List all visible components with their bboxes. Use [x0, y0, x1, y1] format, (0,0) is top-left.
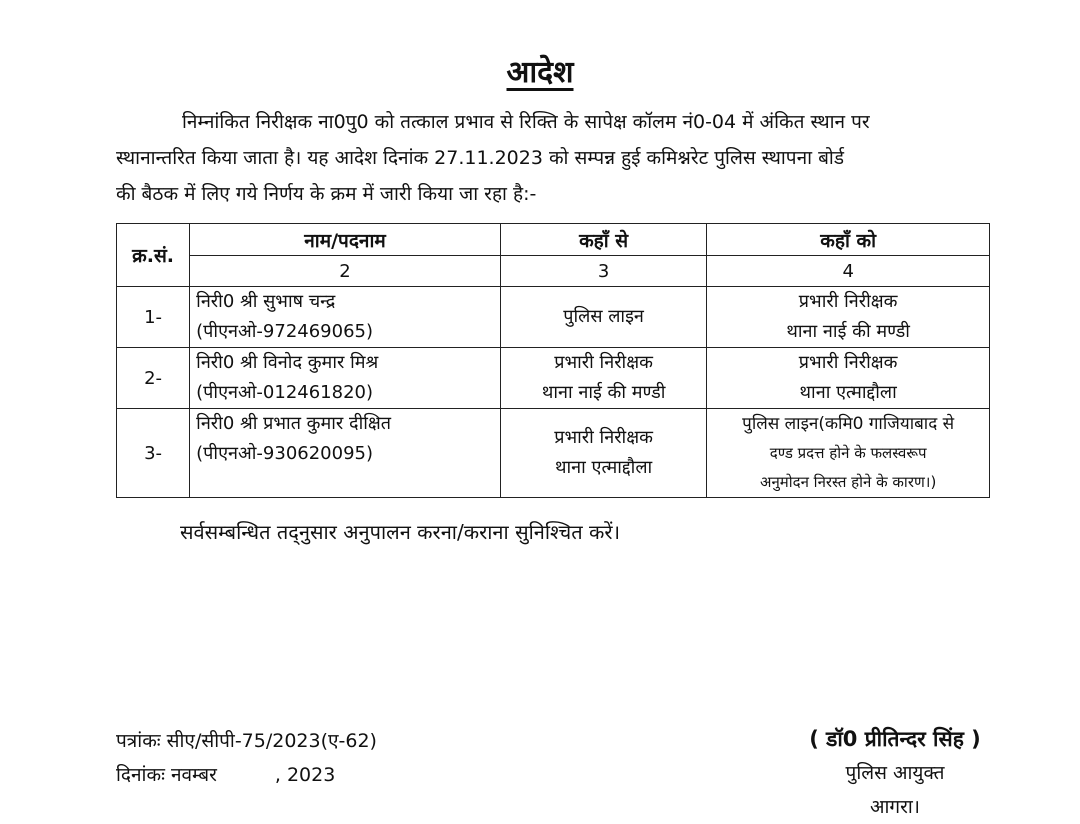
from-line: प्रभारी निरीक्षक: [554, 427, 653, 448]
row-to-cell: [707, 287, 990, 348]
row-to-cell: [707, 348, 990, 409]
to-line: अनुमोदन निरस्त होने के कारण।): [759, 472, 937, 491]
officer-name: निरी0 श्री विनोद कुमार मिश्र: [196, 352, 379, 373]
row-sn: 3-: [117, 409, 190, 498]
to-line: थाना नाई की मण्डी: [786, 321, 910, 342]
signature-block: [780, 722, 1010, 824]
closing-instruction: सर्वसम्बन्धित तद्नुसार अनुपालन करना/कराना सुनिश्चित करें।: [180, 520, 621, 544]
table-row: [117, 409, 990, 498]
col-num-from: 3: [500, 256, 706, 287]
letter-date: [116, 758, 377, 792]
row-from-cell: [500, 409, 706, 498]
table-row: [117, 287, 990, 348]
officer-pno: (पीएनओ-972469065): [196, 321, 374, 342]
officer-pno: (पीएनओ-012461820): [196, 382, 374, 403]
to-line: प्रभारी निरीक्षक: [798, 352, 898, 373]
header-to: कहाँ को: [707, 224, 990, 256]
row-to-cell: [707, 409, 990, 498]
header-name: नाम/पदनाम: [190, 224, 501, 256]
col-num-name: 2: [190, 256, 501, 287]
row-sn: 2-: [117, 348, 190, 409]
date-year: , 2023: [274, 764, 336, 786]
row-name-cell: [190, 287, 501, 348]
signatory-place: आगरा।: [869, 796, 920, 818]
intro-paragraph: [116, 104, 989, 212]
officer-name: निरी0 श्री प्रभात कुमार दीक्षित: [196, 413, 392, 434]
document-title: [0, 50, 1080, 91]
transfer-table: [116, 223, 990, 498]
signatory-name: ( डॉ0 प्रीतिन्दर सिंह ): [809, 727, 981, 751]
to-line: थाना एत्माद्दौला: [799, 382, 897, 403]
officer-name: निरी0 श्री सुभाष चन्द्र: [196, 291, 336, 312]
to-line: पुलिस लाइन(कमि0 गाजियाबाद से: [742, 413, 955, 434]
row-from-cell: [500, 348, 706, 409]
from-line: थाना एत्माद्दौला: [554, 457, 653, 478]
from-line: पुलिस लाइन: [563, 306, 644, 327]
intro-line-3: की बैठक में लिए गये निर्णय के क्रम में जारी किया जा रहा है:-: [116, 183, 537, 205]
to-line: प्रभारी निरीक्षक: [798, 291, 898, 312]
signatory-designation: पुलिस आयुक्त: [845, 762, 945, 784]
letter-number: पत्रांकः सीए/सीपी-75/2023(ए-62): [116, 730, 377, 752]
reference-block: [116, 724, 377, 792]
officer-pno: (पीएनओ-930620095): [196, 443, 374, 464]
header-from: कहाँ से: [500, 224, 706, 256]
title-text: आदेश: [506, 55, 574, 90]
column-number-row: [117, 256, 990, 287]
row-from-cell: [500, 287, 706, 348]
row-name-cell: [190, 348, 501, 409]
intro-line-2: स्थानान्तरित किया जाता है। यह आदेश दिनांक 27.11.2023 को सम्पन्न हुई कमिश्नरेट पुलिस स्थापना बोर्ड: [116, 147, 845, 169]
to-line: दण्ड प्रदत्त होने के फलस्वरूप: [769, 443, 927, 462]
header-row: [117, 224, 990, 256]
table-row: [117, 348, 990, 409]
header-sn: क्र.सं.: [117, 224, 190, 287]
date-label: दिनांकः नवम्बर: [116, 764, 217, 786]
from-line: थाना नाई की मण्डी: [541, 382, 666, 403]
row-name-cell: [190, 409, 501, 498]
col-num-to: 4: [707, 256, 990, 287]
row-sn: 1-: [117, 287, 190, 348]
intro-line-1: निम्नांकित निरीक्षक ना0पु0 को तत्काल प्रभाव से रिक्ति के सापेक्ष कॉलम नं0-04 में अंकित स्थान पर: [182, 111, 870, 133]
from-line: प्रभारी निरीक्षक: [554, 352, 653, 373]
